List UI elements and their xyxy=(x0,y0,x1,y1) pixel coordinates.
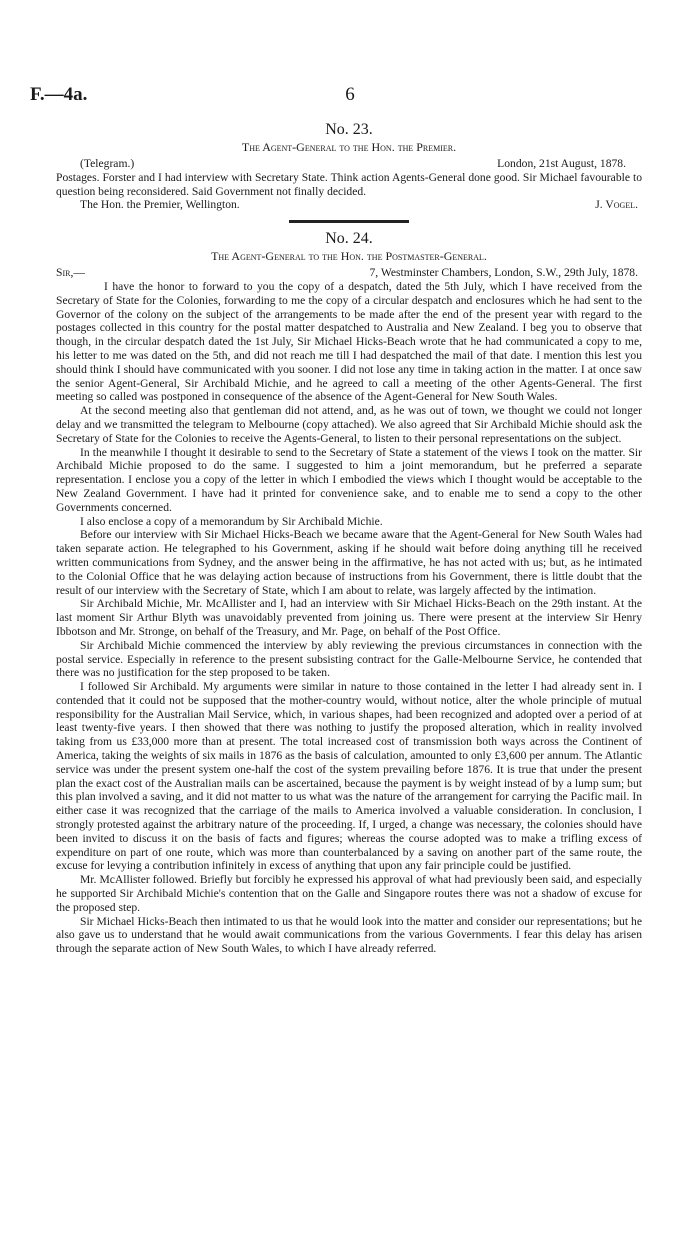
document-heading: The Agent-General to the Hon. the Premier. xyxy=(241,140,457,154)
telegram-body: Postages. Forster and I had interview with Secretary State. Think action Agents-General done good. Sir Michael favourable to question being reconsidered. Said Government not finally decided. xyxy=(56,170,642,198)
paragraph: Sir Archibald Michie, Mr. McAllister and I, had an interview with Sir Michael Hicks-Beach on the 29th instant. At the last moment Sir Arthur Blyth was unavoidably prevented from joining us. There were present at the interview Sir Henry Ibbotson and Mr. Stronge, on behalf of the Treasury, and Mr. Page, on behalf of the Post Office. xyxy=(56,597,642,638)
page-body xyxy=(56,120,642,956)
document-number: No. 23. xyxy=(325,121,373,138)
section-divider xyxy=(289,220,409,223)
document-reference: F.—4a. xyxy=(30,84,88,105)
paragraph: I also enclose a copy of a memorandum by Sir Archibald Michie. xyxy=(80,514,383,528)
signature: J. Vogel. xyxy=(595,198,638,212)
salutation-line xyxy=(56,266,642,280)
paragraph: Before our interview with Sir Michael Hicks-Beach we became aware that the Agent-General for New South Wales had taken separate action. He telegraphed to his Government, asking if he should wait before doing anything till he received written communications from Sydney, and the answer being in the affirmative, he has not acted with us; but, as he intimated to the Colonial Office that he was delaying action because of instructions from his Government, there is little doubt that the result of our interview with the Secretary of State, which I am about to relate, was largely affected by the intimation. xyxy=(56,528,642,597)
paragraph: Sir Archibald Michie commenced the interview by ably reviewing the previous circumstances in connection with the postal service. Especially in reference to the present subsisting contract for the Galle-Melbourne Service, he contended that there was no justification for the step proposed to be taken. xyxy=(56,638,642,680)
place-date: London, 21st August, 1878. xyxy=(497,157,626,170)
document-number: No. 24. xyxy=(325,230,373,248)
addressee: The Hon. the Premier, Wellington. xyxy=(80,198,240,212)
addressee-line xyxy=(56,198,642,212)
paragraph: At the second meeting also that gentleman did not attend, and, as he was out of town, we thought we could not longer delay and we transmitted the telegram to Melbourne (copy attached). We also agreed that Sir Archibald Michie should ask the Secretary of State for the Colonies to receive the Agents-General, to listen to their personal representations on the subject. xyxy=(56,404,642,445)
document-heading: The Agent-General to the Hon. the Postmaster-General. xyxy=(211,249,487,264)
paragraph: In the meanwhile I thought it desirable to send to the Secretary of State a statement of the views I took on the matter. Sir Archibald Michie proposed to do the same. I suggested to him a joint memorandum, but he preferred a separate representation. I enclose you a copy of the letter in which I embodied the views which I thought would be acceptable to the New Zealand Government. I have had it printed for convenience sake, and to enable me to send a copy to the other Governments concerned. xyxy=(56,445,642,514)
telegram-label: (Telegram.) xyxy=(80,157,135,170)
paragraph: I followed Sir Archibald. My arguments were similar in nature to those contained in the letter I had already sent in. I contended that it could not be supposed that the mother-country would, without notice, alter the whole principle of mutual responsibility for the Australian Mail Service, which, in various shapes, had been recognized and adopted over a period of at least twenty-five years. I then showed that there was nothing to justify the proposed alteration, which in reality involved taking from us £33,000 more than at present. The total increased cost of transmission both ways across the Continent of America, taking the weights of six mails in 1876 as the basis of calculation, amounted to only £3,600 per annum. The Atlantic service was under the present system one-half the cost of the system prevailing before 1876. It is true that under the present plan the exact cost of the Australian mails can be ascertained, because the payment is by weight instead of by a lump sum; but this plan involved a saving, and it did not matter to us what was the nature of the arrangement for carrying the Pacific mail. In either case it was recognized that the carriage of the mails to America involved a valuable consideration. In conclusion, I strongly protested against the arbitrary nature of the proceeding. If, I urged, a change was necessary, the colonies should have been invited to discuss it on the basis of facts and figures; whereas the course adopted was to make a trifling excess of expenditure on part of one route, which was more than counterbalanced by a saving on another part of the same route, the excuse for levying a contribution infinitely in excess of anything that upon any fair principle could be justified. xyxy=(56,680,642,873)
paragraph: I have the honor to forward to you the copy of a despatch, dated the 5th July, which I have received from the Secretary of State for the Colonies, forwarding to me the copy of a circular despatch and enclosures which he had sent to the Governor of the colony on the subject of the arrangements to be made after the end of the present year with regard to the postages collected in this country for the postal matter despatched to Australia and New Zealand. I beg you to observe that though, in the circular despatch dated the 1st July, Sir Michael Hicks-Beach wrote that he had communicated a copy to me, his letter to me was dated on the 5th, and did not reach me till I had despatched the mail of that date. I mention this lest you should think I should have communicated with you sooner. I did not lose any time in taking action in the matter. I at once saw the senior Agent-General, Sir Archibald Michie, and he agreed to call a meeting of the other Agents-General. The first meeting so called was postponed in consequence of the absence of the Agent-General for New South Wales. xyxy=(56,279,642,404)
paragraph: Mr. McAllister followed. Briefly but forcibly he expressed his approval of what had previously been said, and especially he supported Sir Archibald Michie's contention that on the Galle and Singapore routes there was not a shadow of excuse for the proposed step. xyxy=(56,873,642,914)
page-number: 6 xyxy=(345,84,355,105)
telegram-line xyxy=(56,157,642,171)
salutation: Sir,— xyxy=(56,266,85,280)
paragraph: Sir Michael Hicks-Beach then intimated to us that he would look into the matter and consider our representations; but he also gave us to understand that he would await communications from the various Governments. I fear this delay has arisen through the separate action of New South Wales, to which I have already referred. xyxy=(56,914,642,956)
address-date: 7, Westminster Chambers, London, S.W., 29th July, 1878. xyxy=(369,266,638,280)
